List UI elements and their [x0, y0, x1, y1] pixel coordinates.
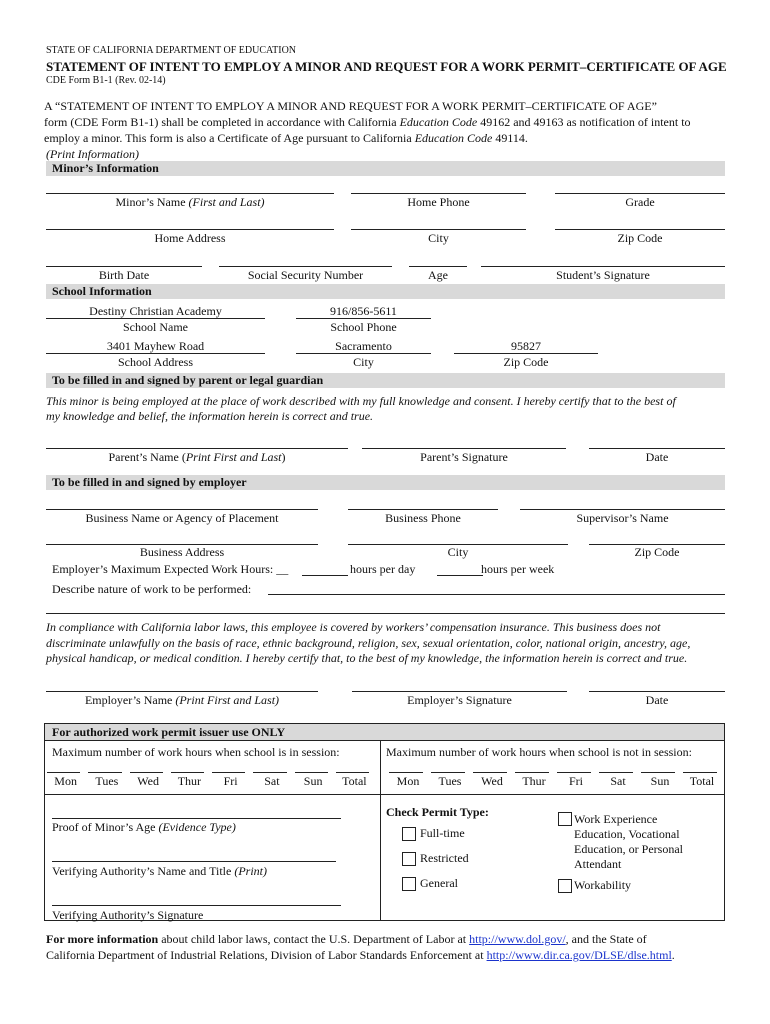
day-label: Sun	[303, 774, 323, 788]
home-city-field[interactable]	[351, 229, 526, 230]
parent-heading: To be filled in and signed by parent or legal guardian	[52, 373, 324, 387]
day-label: Total	[689, 774, 715, 788]
school-address-value[interactable]: 3401 Mayhew Road	[106, 339, 205, 353]
max-hours-label: Employer’s Maximum Expected Work Hours: __	[52, 562, 289, 576]
nature-of-work-field[interactable]	[268, 594, 725, 595]
student-signature-label: Student’s Signature	[556, 268, 650, 282]
parent-heading-bar	[46, 373, 725, 388]
nature-of-work-field-2[interactable]	[46, 613, 725, 614]
intro-line-3	[44, 130, 734, 146]
school-city-label: City	[353, 355, 374, 369]
compliance-line-3: physical handicap, or medical condition. I hereby certify that, to the best of my knowledge, the information herein is correct and true.	[46, 651, 688, 665]
day-label: Thur	[522, 774, 546, 788]
workability-label: Workability	[574, 878, 632, 892]
intro-text: form (CDE Form B1-1) shall be completed in accordance with California	[44, 115, 400, 129]
home-phone-label: Home Phone	[407, 195, 470, 209]
ssn-field[interactable]	[219, 266, 392, 267]
day-label: Sat	[264, 774, 280, 788]
employer-signature-label: Employer’s Signature	[407, 693, 512, 707]
day-hours-field[interactable]	[389, 772, 423, 773]
employer-heading: To be filled in and signed by employer	[52, 475, 247, 489]
fulltime-label: Full-time	[420, 826, 465, 840]
supervisor-name-label: Supervisor’s Name	[576, 511, 669, 525]
verifier-signature-label: Verifying Authority’s Signature	[52, 908, 204, 922]
business-name-field[interactable]	[46, 509, 318, 510]
print-info-note: (Print Information)	[46, 147, 139, 161]
age-label: Age	[428, 268, 448, 282]
parent-name-label: Parent’s Name (Print First and Last)	[108, 450, 286, 464]
intro-ed-code: Education Code	[399, 115, 478, 129]
issuer-divider	[380, 740, 381, 921]
nature-of-work-label: Describe nature of work to be performed:	[52, 582, 252, 596]
parent-date-label: Date	[645, 450, 669, 464]
day-hours-field[interactable]	[295, 772, 328, 773]
school-name-value[interactable]: Destiny Christian Academy	[89, 304, 222, 318]
intro-line-2	[44, 114, 734, 130]
school-address-label: School Address	[118, 355, 193, 369]
school-city-value[interactable]: Sacramento	[335, 339, 392, 353]
verifier-signature-field[interactable]	[52, 905, 341, 906]
footer-lead: For more information	[46, 932, 159, 946]
hours-per-day-field[interactable]	[302, 575, 348, 576]
day-label: Mon	[54, 774, 77, 788]
minor-name-field[interactable]	[46, 193, 334, 194]
dlse-link[interactable]: http://www.dir.ca.gov/DLSE/dlse.html	[486, 948, 672, 962]
employer-signature-field[interactable]	[352, 691, 567, 692]
intro-paragraph	[44, 98, 734, 146]
employer-date-field[interactable]	[589, 691, 725, 692]
school-zip-label: Zip Code	[503, 355, 549, 369]
day-hours-field[interactable]	[336, 772, 369, 773]
day-hours-field[interactable]	[515, 772, 549, 773]
school-phone-field	[296, 318, 431, 319]
issuer-hours-row-divider	[45, 794, 724, 795]
day-label: Fri	[223, 774, 238, 788]
employer-name-label: Employer’s Name (Print First and Last)	[84, 693, 280, 707]
business-zip-label: Zip Code	[634, 545, 680, 559]
fulltime-checkbox[interactable]	[402, 827, 416, 841]
day-label: Mon	[396, 774, 420, 788]
birth-date-label: Birth Date	[98, 268, 150, 282]
employer-heading-bar	[46, 475, 725, 490]
day-label: Wed	[481, 774, 503, 788]
work-experience-label: Work Experience Education, Vocational Education, or Personal Attendant	[574, 812, 683, 871]
ssn-label: Social Security Number	[247, 268, 364, 282]
day-hours-field[interactable]	[473, 772, 507, 773]
intro-ed-code: Education Code	[414, 131, 493, 145]
day-hours-field[interactable]	[683, 772, 717, 773]
school-name-field	[46, 318, 265, 319]
business-address-label: Business Address	[139, 545, 225, 559]
hours-per-day-label: hours per day	[350, 562, 416, 576]
compliance-line-2: discriminate unlawfully on the basis of race, ethnic background, religion, sex, sexual orientation, color, national origin, ancestry, age,	[46, 636, 691, 650]
day-label: Sun	[650, 774, 670, 788]
hours-per-week-label: hours per week	[481, 562, 555, 576]
hours-per-week-field[interactable]	[437, 575, 483, 576]
form-id: CDE Form B1-1 (Rev. 02-14)	[46, 75, 166, 86]
parent-statement-line-2: my knowledge and belief, the information herein is correct and true.	[46, 409, 374, 423]
day-hours-field[interactable]	[641, 772, 675, 773]
school-phone-label: School Phone	[330, 320, 397, 334]
day-hours-field[interactable]	[599, 772, 633, 773]
day-hours-field[interactable]	[212, 772, 245, 773]
day-label: Total	[342, 774, 367, 788]
day-label: Thur	[177, 774, 202, 788]
business-name-label: Business Name or Agency of Placement	[85, 511, 279, 525]
school-info-heading: School Information	[52, 284, 152, 298]
home-address-label: Home Address	[154, 231, 226, 245]
grade-field[interactable]	[555, 193, 725, 194]
workability-checkbox[interactable]	[558, 879, 572, 893]
day-hours-field[interactable]	[431, 772, 465, 773]
day-label: Tues	[438, 774, 462, 788]
school-zip-value[interactable]: 95827	[511, 339, 541, 353]
school-zip-field	[454, 353, 598, 354]
issuer-box	[44, 723, 725, 921]
business-phone-label: Business Phone	[385, 511, 461, 525]
permit-type-label: Check Permit Type:	[386, 805, 489, 819]
school-info-heading-bar	[46, 284, 725, 299]
day-label: Fri	[568, 774, 583, 788]
work-experience-checkbox[interactable]	[558, 812, 572, 826]
verifier-name-label: Verifying Authority’s Name and Title (Print)	[52, 864, 267, 878]
home-city-label: City	[428, 231, 449, 245]
agency-name: STATE OF CALIFORNIA DEPARTMENT OF EDUCATION	[46, 45, 297, 56]
compliance-line-1: In compliance with California labor laws, this employee is covered by workers’ compensation insurance. This business does not	[46, 620, 661, 634]
day-label: Sat	[610, 774, 626, 788]
age-field[interactable]	[409, 266, 467, 267]
home-zip-field[interactable]	[555, 229, 725, 230]
day-label: Tues	[95, 774, 119, 788]
issuer-heading-bar	[45, 724, 724, 741]
school-city-field	[296, 353, 431, 354]
parent-name-field[interactable]	[46, 448, 348, 449]
parent-signature-label: Parent’s Signature	[420, 450, 508, 464]
form-title: STATEMENT OF INTENT TO EMPLOY A MINOR AND REQUEST FOR A WORK PERMIT–CERTIFICATE OF AGE	[46, 59, 727, 74]
employer-name-field[interactable]	[46, 691, 318, 692]
home-address-field[interactable]	[46, 229, 334, 230]
home-zip-label: Zip Code	[617, 231, 663, 245]
dol-link[interactable]: http://www.dol.gov/	[469, 932, 566, 946]
footer-line-1: For more information about child labor laws, contact the U.S. Department of Labor at http://www.dol.gov/, and the State of	[46, 932, 647, 946]
in-session-label: Maximum number of work hours when school is in session:	[52, 745, 340, 759]
business-phone-field[interactable]	[348, 509, 498, 510]
issuer-heading: For authorized work permit issuer use ONLY	[52, 725, 286, 739]
general-checkbox[interactable]	[402, 877, 416, 891]
restricted-label: Restricted	[420, 851, 469, 865]
day-hours-field[interactable]	[557, 772, 591, 773]
grade-label: Grade	[625, 195, 655, 209]
home-phone-field[interactable]	[351, 193, 526, 194]
employer-date-label: Date	[645, 693, 669, 707]
minor-name-label: Minor’s Name (First and Last)	[115, 195, 265, 209]
school-address-field	[46, 353, 265, 354]
day-label: Wed	[137, 774, 159, 788]
restricted-checkbox[interactable]	[402, 852, 416, 866]
parent-statement-line-1: This minor is being employed at the place of work described with my full knowledge and consent. I hereby certify that to the best of	[46, 394, 676, 408]
day-hours-field[interactable]	[47, 772, 80, 773]
parent-signature-field[interactable]	[362, 448, 566, 449]
intro-text: 49162 and 49163 as notification of intent to	[477, 115, 691, 129]
supervisor-name-field[interactable]	[520, 509, 725, 510]
birth-date-field[interactable]	[46, 266, 202, 267]
general-label: General	[420, 876, 458, 890]
proof-of-age-field[interactable]	[52, 818, 341, 819]
intro-text: employ a minor. This form is also a Certificate of Age pursuant to California	[44, 131, 415, 145]
verifier-name-field[interactable]	[52, 861, 336, 862]
day-hours-field[interactable]	[253, 772, 286, 773]
day-hours-field[interactable]	[130, 772, 163, 773]
business-city-label: City	[447, 545, 469, 559]
intro-text: 49114.	[492, 131, 528, 145]
minor-info-heading-bar	[46, 161, 725, 176]
day-hours-field[interactable]	[88, 772, 121, 773]
proof-of-age-label: Proof of Minor’s Age (Evidence Type)	[52, 820, 236, 834]
school-name-label: School Name	[123, 320, 188, 334]
student-signature-field[interactable]	[481, 266, 725, 267]
school-phone-value[interactable]: 916/856-5611	[330, 304, 397, 318]
intro-line-1: A “STATEMENT OF INTENT TO EMPLOY A MINOR AND REQUEST FOR A WORK PERMIT–CERTIFICATE OF AGE”	[44, 99, 657, 113]
minor-info-heading: Minor’s Information	[52, 161, 159, 175]
parent-date-field[interactable]	[589, 448, 725, 449]
not-in-session-label: Maximum number of work hours when school is not in session:	[386, 745, 692, 759]
footer-line-2: California Department of Industrial Relations, Division of Labor Standards Enforcement at http://www.dir.ca.gov/DLSE/dlse.html.	[46, 948, 675, 962]
day-hours-field[interactable]	[171, 772, 204, 773]
